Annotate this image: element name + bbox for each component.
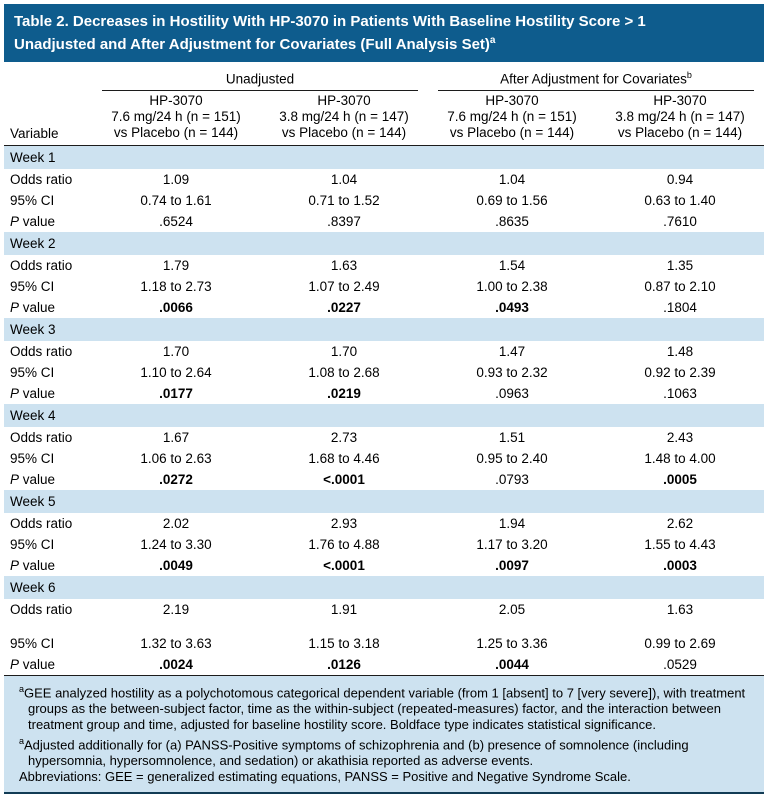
p-value-row-label: P value bbox=[10, 299, 56, 315]
table-title-text-2: Unadjusted and After Adjustment for Covariates (Full Analysis Set) bbox=[14, 36, 490, 53]
table-title-text-1: Table 2. Decreases in Hostility With HP-3070 in Patients With Baseline Hostility Score > 1 bbox=[14, 13, 646, 30]
odds-ratio-row bbox=[4, 427, 764, 448]
week-band-row bbox=[4, 404, 764, 427]
p-value-value: .0097 bbox=[495, 557, 529, 573]
p-value-value: <.0001 bbox=[323, 471, 365, 487]
ci-value: 1.25 to 3.36 bbox=[476, 635, 548, 651]
p-value-row-label: P value bbox=[10, 471, 56, 487]
table-title-line2 bbox=[14, 31, 754, 54]
odds-ratio-row bbox=[4, 255, 764, 276]
ci-row bbox=[4, 362, 764, 383]
p-value-value: .0044 bbox=[495, 656, 529, 672]
footnote-text: Adjusted additionally for (a) PANSS-Positive symptoms of schizophrenia and (b) presence of somnolence (including hypersomnia, hypersomnolence, and sedation) or akathisia reported as adverse events. bbox=[24, 737, 689, 769]
p-value-value: .1804 bbox=[663, 299, 697, 315]
odds-ratio-value: 2.62 bbox=[666, 515, 694, 531]
odds-ratio-value: 2.43 bbox=[666, 429, 694, 445]
ci-value: 1.76 to 4.88 bbox=[308, 536, 380, 552]
odds-ratio-value: 0.94 bbox=[666, 171, 694, 187]
p-value-value: .0003 bbox=[663, 557, 697, 573]
p-value-value: .7610 bbox=[663, 213, 697, 229]
week-band-row bbox=[4, 490, 764, 513]
p-value-value: .0793 bbox=[495, 471, 529, 487]
ci-value: 1.07 to 2.49 bbox=[308, 278, 380, 294]
week-label: Week 3 bbox=[4, 318, 764, 341]
ci-value: 1.10 to 2.64 bbox=[140, 364, 212, 380]
ci-row bbox=[4, 534, 764, 555]
week-label: Week 2 bbox=[4, 232, 764, 255]
p-value-row-label: P value bbox=[10, 557, 56, 573]
table-header bbox=[4, 64, 764, 145]
ci-row-label: 95% CI bbox=[10, 635, 55, 651]
results-table bbox=[4, 64, 764, 675]
week-label: Week 1 bbox=[4, 145, 764, 169]
odds-ratio-row-label: Odds ratio bbox=[10, 515, 73, 531]
ci-row bbox=[4, 190, 764, 211]
footnote bbox=[12, 733, 756, 769]
ci-value: 1.00 to 2.38 bbox=[476, 278, 548, 294]
p-value-value: .0493 bbox=[495, 299, 529, 315]
ci-value: 0.87 to 2.10 bbox=[644, 278, 716, 294]
odds-ratio-value: 1.70 bbox=[330, 343, 358, 359]
ci-value: 1.24 to 3.30 bbox=[140, 536, 212, 552]
week-band-row bbox=[4, 576, 764, 599]
odds-ratio-value: 2.05 bbox=[498, 601, 526, 617]
odds-ratio-row bbox=[4, 513, 764, 534]
ci-row bbox=[4, 448, 764, 469]
ci-row bbox=[4, 276, 764, 297]
odds-ratio-row bbox=[4, 341, 764, 362]
ci-value: 1.18 to 2.73 bbox=[140, 278, 212, 294]
odds-ratio-value: 1.67 bbox=[162, 429, 190, 445]
group-footnote-marker-2: b bbox=[686, 70, 692, 80]
ci-value: 1.48 to 4.00 bbox=[644, 450, 716, 466]
p-value-value: .0066 bbox=[159, 299, 193, 315]
week-label: Week 6 bbox=[4, 576, 764, 599]
p-value-row-label: P value bbox=[10, 385, 56, 401]
p-value-value: .0024 bbox=[159, 656, 193, 672]
odds-ratio-row-label: Odds ratio bbox=[10, 343, 73, 359]
p-value-row-label: P value bbox=[10, 213, 56, 229]
ci-row-label: 95% CI bbox=[10, 364, 55, 380]
odds-ratio-row-label: Odds ratio bbox=[10, 257, 73, 273]
p-value-value: .8635 bbox=[495, 213, 529, 229]
p-value-value: .0005 bbox=[663, 471, 697, 487]
ci-value: 0.92 to 2.39 bbox=[644, 364, 716, 380]
ci-row-label: 95% CI bbox=[10, 192, 55, 208]
p-value-value: .0177 bbox=[159, 385, 193, 401]
ci-value: 1.17 to 3.20 bbox=[476, 536, 548, 552]
ci-row-label: 95% CI bbox=[10, 450, 55, 466]
p-value-value: .0227 bbox=[327, 299, 361, 315]
odds-ratio-value: 1.35 bbox=[666, 257, 694, 273]
odds-ratio-value: 2.93 bbox=[330, 515, 358, 531]
odds-ratio-value: 1.51 bbox=[498, 429, 526, 445]
group-header-row bbox=[4, 64, 764, 91]
ci-row-label: 95% CI bbox=[10, 278, 55, 294]
odds-ratio-value: 1.63 bbox=[666, 601, 694, 617]
week-band-row bbox=[4, 145, 764, 169]
ci-value: 1.55 to 4.43 bbox=[644, 536, 716, 552]
table-2-figure bbox=[4, 0, 764, 794]
group-header-adjusted bbox=[428, 64, 764, 91]
ci-value: 1.08 to 2.68 bbox=[308, 364, 380, 380]
odds-ratio-value: 1.91 bbox=[330, 601, 358, 617]
week-label: Week 4 bbox=[4, 404, 764, 427]
column-header-row bbox=[4, 91, 764, 146]
ci-row bbox=[4, 633, 764, 654]
variable-column-header: Variable bbox=[4, 64, 92, 145]
odds-ratio-value: 1.70 bbox=[162, 343, 190, 359]
p-value-value: .0219 bbox=[327, 385, 361, 401]
p-value-value: <.0001 bbox=[323, 557, 365, 573]
p-value-value: .0049 bbox=[159, 557, 193, 573]
odds-ratio-value: 1.54 bbox=[498, 257, 526, 273]
table-body bbox=[4, 145, 764, 675]
column-header-unadj-38: HP-3070 3.8 mg/24 h (n = 147) vs Placebo (n = 144) bbox=[260, 91, 428, 146]
p-value-row bbox=[4, 383, 764, 404]
footnotes-block bbox=[4, 675, 764, 795]
ci-row-label: 95% CI bbox=[10, 536, 55, 552]
odds-ratio-value: 1.47 bbox=[498, 343, 526, 359]
odds-ratio-row bbox=[4, 169, 764, 190]
ci-value: 0.99 to 2.69 bbox=[644, 635, 716, 651]
ci-value: 0.63 to 1.40 bbox=[644, 192, 716, 208]
odds-ratio-row-label: Odds ratio bbox=[10, 429, 73, 445]
p-value-row-label: P value bbox=[10, 656, 56, 672]
odds-ratio-value: 2.19 bbox=[162, 601, 190, 617]
footnote-marker: a bbox=[19, 735, 25, 746]
p-value-value: .8397 bbox=[327, 213, 361, 229]
footnote-text: Abbreviations: GEE = generalized estimating equations, PANSS = Positive and Negative Syndrome Scale. bbox=[19, 769, 631, 785]
odds-ratio-value: 1.63 bbox=[330, 257, 358, 273]
ci-value: 1.06 to 2.63 bbox=[140, 450, 212, 466]
table-title-line1 bbox=[14, 12, 754, 31]
spacer-row bbox=[4, 620, 764, 633]
odds-ratio-value: 1.94 bbox=[498, 515, 526, 531]
ci-value: 0.93 to 2.32 bbox=[476, 364, 548, 380]
odds-ratio-value: 1.48 bbox=[666, 343, 694, 359]
week-band-row bbox=[4, 318, 764, 341]
p-value-row bbox=[4, 297, 764, 318]
week-label: Week 5 bbox=[4, 490, 764, 513]
p-value-value: .0272 bbox=[159, 471, 193, 487]
odds-ratio-value: 1.79 bbox=[162, 257, 190, 273]
ci-value: 0.74 to 1.61 bbox=[140, 192, 212, 208]
p-value-row bbox=[4, 654, 764, 675]
footnote bbox=[12, 769, 756, 785]
week-band-row bbox=[4, 232, 764, 255]
p-value-value: .0529 bbox=[663, 656, 697, 672]
p-value-value: .6524 bbox=[159, 213, 193, 229]
table-title-bar bbox=[4, 4, 764, 62]
odds-ratio-value: 1.04 bbox=[330, 171, 358, 187]
p-value-row bbox=[4, 211, 764, 232]
ci-value: 0.69 to 1.56 bbox=[476, 192, 548, 208]
footnote-marker: a bbox=[19, 683, 25, 694]
column-header-adj-38: HP-3070 3.8 mg/24 h (n = 147) vs Placebo (n = 144) bbox=[596, 91, 764, 146]
group-underline-unadjusted: Unadjusted bbox=[102, 66, 418, 91]
odds-ratio-value: 2.73 bbox=[330, 429, 358, 445]
odds-ratio-row-label: Odds ratio bbox=[10, 601, 73, 617]
ci-value: 0.95 to 2.40 bbox=[476, 450, 548, 466]
ci-value: 1.68 to 4.46 bbox=[308, 450, 380, 466]
p-value-value: .0126 bbox=[327, 656, 361, 672]
p-value-row bbox=[4, 555, 764, 576]
odds-ratio-value: 2.02 bbox=[162, 515, 190, 531]
odds-ratio-value: 1.04 bbox=[498, 171, 526, 187]
footnote-text: GEE analyzed hostility as a polychotomous categorical dependent variable (from 1 [absent] to 7 [very severe]), with treatment groups as the between-subject factor, time as the within-subject (repeated-measures) factor, and the interaction between treatment group and time, adjusted for baseline hostility score. Boldface type indicates statistical significance. bbox=[24, 684, 746, 732]
ci-value: 1.32 to 3.63 bbox=[140, 635, 212, 651]
odds-ratio-row-label: Odds ratio bbox=[10, 171, 73, 187]
odds-ratio-row bbox=[4, 599, 764, 620]
group-header-unadjusted bbox=[92, 64, 428, 91]
footnote bbox=[12, 681, 756, 733]
ci-value: 1.15 to 3.18 bbox=[308, 635, 380, 651]
p-value-row bbox=[4, 469, 764, 490]
odds-ratio-value: 1.09 bbox=[162, 171, 190, 187]
column-header-unadj-76: HP-3070 7.6 mg/24 h (n = 151) vs Placebo (n = 144) bbox=[92, 91, 260, 146]
column-header-adj-76: HP-3070 7.6 mg/24 h (n = 151) vs Placebo (n = 144) bbox=[428, 91, 596, 146]
ci-value: 0.71 to 1.52 bbox=[308, 192, 380, 208]
group-underline-adjusted: After Adjustment for Covariates$^b$ bbox=[438, 66, 754, 91]
p-value-value: .0963 bbox=[495, 385, 529, 401]
title-footnote-marker: a bbox=[489, 35, 496, 46]
p-value-value: .1063 bbox=[663, 385, 697, 401]
